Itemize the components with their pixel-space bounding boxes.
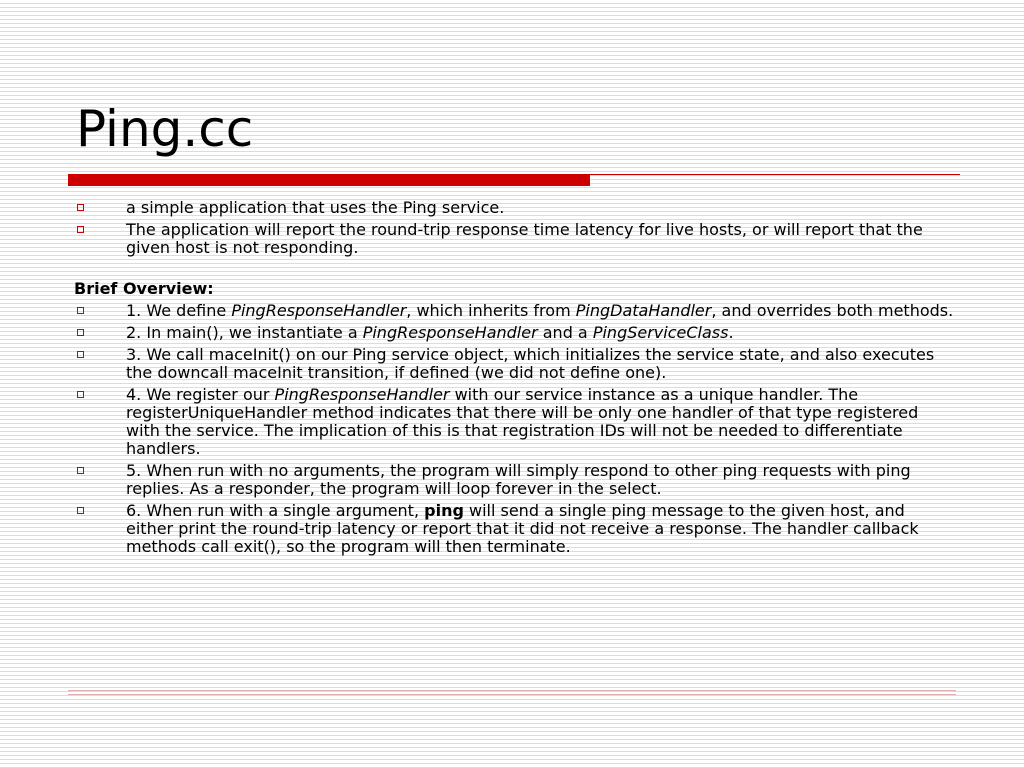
square-bullet-icon [77, 226, 84, 233]
bullet-text: 2. In main(), we instantiate a PingResponseHandler and a PingServiceClass. [126, 323, 734, 342]
section-heading: Brief Overview: [74, 279, 214, 298]
bullet-text: 3. We call maceInit() on our Ping service object, which initializes the service state, and also executes the downcall maceInit transition, if defined (we did not define one). [126, 345, 935, 382]
title-divider [68, 174, 960, 188]
bullet-text: 5. When run with no arguments, the program will simply respond to other ping requests with ping replies. As a responder, the program will loop forever in the select. [126, 461, 911, 498]
footer-divider [68, 690, 956, 695]
bullet-text: 6. When run with a single argument, ping will send a single ping message to the given host, and either print the round-trip latency or report that it did not receive a response. The handler callback methods call exit(), so the program will then terminate. [126, 501, 919, 556]
class-name: PingResponseHandler [231, 301, 407, 320]
overview-item-3 [74, 346, 954, 382]
overview-item-4 [74, 386, 954, 458]
overview-item-2 [74, 324, 954, 342]
square-bullet-icon [77, 507, 84, 514]
overview-item-6 [74, 502, 954, 556]
square-bullet-icon [77, 329, 84, 336]
square-bullet-icon [77, 467, 84, 474]
command-name: ping [424, 501, 464, 520]
square-bullet-icon [77, 307, 84, 314]
square-bullet-icon [77, 351, 84, 358]
bullet-text: 4. We register our PingResponseHandler with our service instance as a unique handler. The registerUniqueHandler method indicates that there will be only one handler of that type registered with the service. The implication of this is that registration IDs will not be needed to differentiate handlers. [126, 385, 919, 458]
class-name: PingResponseHandler [362, 323, 538, 342]
bullet-text: The application will report the round-trip response time latency for live hosts, or will report that the given host is not responding. [126, 220, 923, 257]
slide-body [74, 199, 954, 560]
overview-item-1 [74, 302, 954, 320]
square-bullet-icon [77, 204, 84, 211]
slide-title: Ping.cc [76, 100, 254, 158]
bullet-text: a simple application that uses the Ping service. [126, 198, 505, 217]
square-bullet-icon [77, 391, 84, 398]
bullet-item [74, 221, 954, 257]
bullet-text: 1. We define PingResponseHandler, which inherits from PingDataHandler, and overrides both methods. [126, 301, 954, 320]
class-name: PingServiceClass [592, 323, 729, 342]
title-divider-thin-line [590, 174, 960, 175]
bullet-item [74, 199, 954, 217]
title-divider-thick-bar [68, 174, 590, 186]
overview-item-5 [74, 462, 954, 498]
class-name: PingResponseHandler [274, 385, 450, 404]
class-name: PingDataHandler [575, 301, 712, 320]
